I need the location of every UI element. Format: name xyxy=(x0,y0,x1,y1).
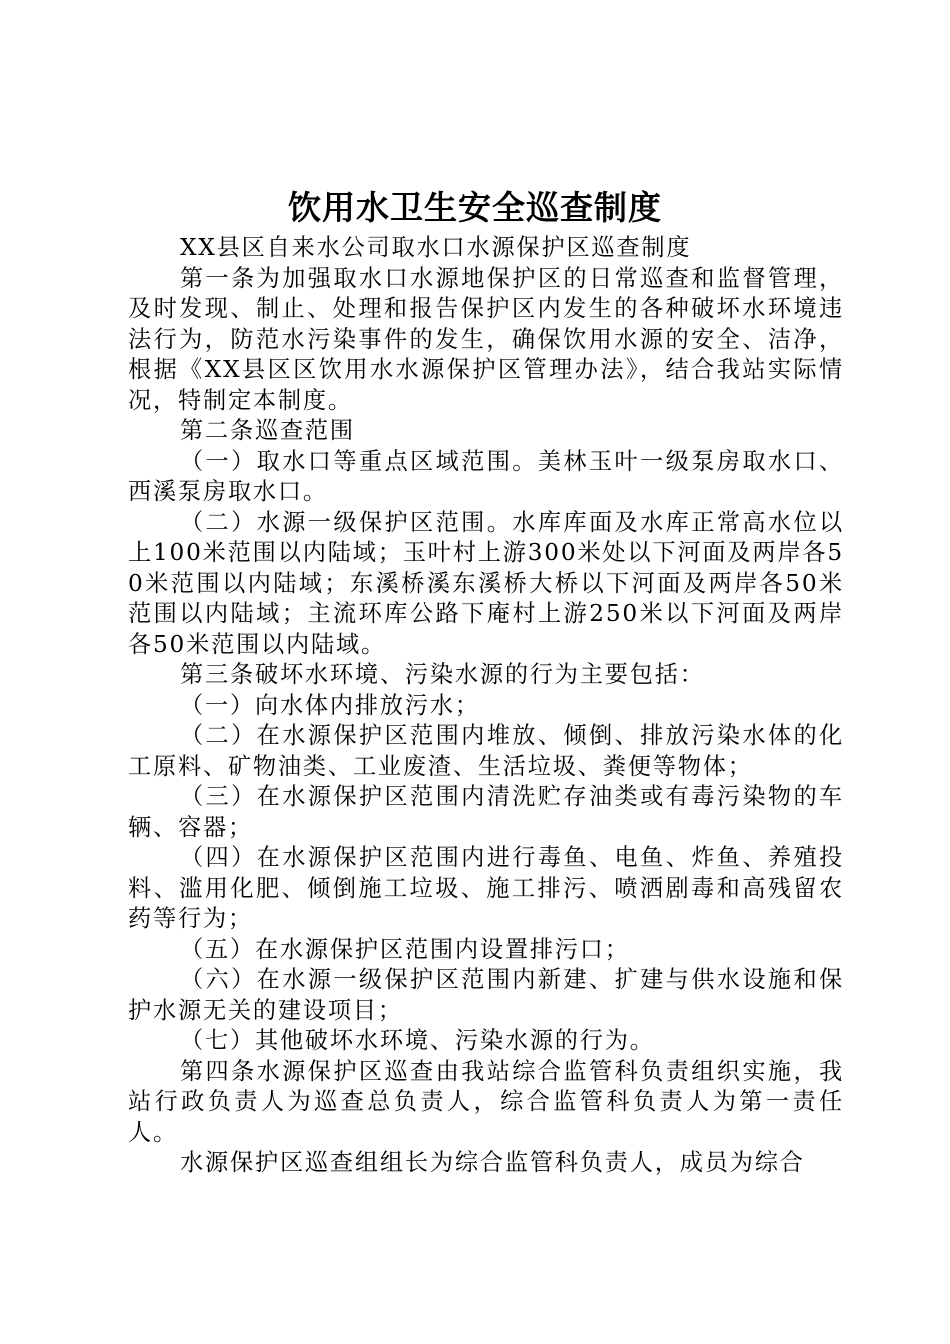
inspection-team-paragraph: 水源保护区巡查组组长为综合监管科负责人，成员为综合 xyxy=(180,1149,805,1176)
article-1-paragraph: 第一条为加强取水口水源地保护区的日常巡查和监督管理，及时发现、制止、处理和报告保护区内发生的各种破坏水环境违法行为，防范水污染事件的发生，确保饮用水源的安全、洁净，根据《XX县区区饮用水水源保护区管理办法》，结合我站实际情况，特制定本制度。 xyxy=(128,264,844,414)
article-2-item-1: （一）取水口等重点区域范围。美林玉叶一级泵房取水口、西溪泵房取水口。 xyxy=(128,447,844,505)
subtitle-paragraph: XX县区自来水公司取水口水源保护区巡查制度 xyxy=(180,234,692,261)
article-3-item-2: （二）在水源保护区范围内堆放、倾倒、排放污染水体的化工原料、矿物油类、工业废渣、生活垃圾、粪便等物体； xyxy=(128,722,844,780)
document-title: 饮用水卫生安全巡查制度 xyxy=(288,188,662,227)
article-3-item-7: （七）其他破坏水环境、污染水源的行为。 xyxy=(180,1027,655,1054)
article-4-paragraph: 第四条水源保护区巡查由我站综合监管科负责组织实施，我站行政负责人为巡查总负责人，综合监管科负责人为第一责任人。 xyxy=(128,1057,844,1146)
article-3-item-3: （三）在水源保护区范围内清洗贮存油类或有毒污染物的车辆、容器； xyxy=(128,783,844,841)
article-3-item-5: （五）在水源保护区范围内设置排污口； xyxy=(180,935,630,963)
article-3-item-6: （六）在水源一级保护区范围内新建、扩建与供水设施和保护水源无关的建设项目； xyxy=(128,966,844,1024)
article-3-item-4: （四）在水源保护区范围内进行毒鱼、电鱼、炸鱼、养殖投料、滥用化肥、倾倒施工垃圾、施工排污、喷洒剧毒和高残留农药等行为； xyxy=(128,844,844,932)
article-2-item-2: （二）水源一级保护区范围。水库库面及水库正常高水位以上100米范围以内陆域；玉叶村上游300米处以下河面及两岸各50米范围以内陆域；东溪桥溪东溪桥大桥以下河面及两岸各50米范围以内陆域；主流环库公路下庵村上游250米以下河面及两岸各50米范围以内陆域。 xyxy=(128,508,844,658)
article-3-heading: 第三条破坏水环境、污染水源的行为主要包括： xyxy=(180,661,705,688)
article-3-item-1: （一）向水体内排放污水； xyxy=(180,691,480,719)
article-2-heading: 第二条巡查范围 xyxy=(180,417,355,444)
document-body xyxy=(128,233,844,1179)
